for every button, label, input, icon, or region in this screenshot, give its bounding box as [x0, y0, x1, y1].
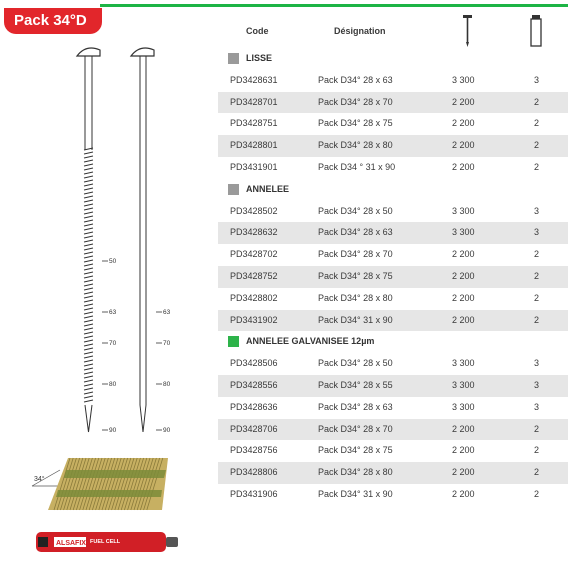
- cell-cells: 3: [534, 74, 540, 85]
- cell-designation: Pack D34° 28 x 75: [318, 445, 393, 456]
- cell-cells: 2: [534, 314, 540, 325]
- cell-code: PD3428751: [230, 118, 278, 129]
- cell-code: PD3428806: [230, 467, 278, 478]
- cell-code: PD3428502: [230, 205, 278, 216]
- cell-quantity: 2 200: [452, 96, 475, 107]
- cell-cells: 3: [534, 205, 540, 216]
- col-designation-header: Désignation: [334, 26, 386, 36]
- strip-angle-label: 34°: [34, 476, 45, 483]
- cell-cells: 2: [534, 488, 540, 499]
- mark-smooth-90: 90: [163, 427, 171, 434]
- table-row: [218, 70, 568, 92]
- group-label: LISSE: [246, 53, 273, 63]
- cell-quantity: 2 200: [452, 488, 475, 499]
- fuel-cell-icon: [36, 532, 178, 552]
- cell-cells: 2: [534, 161, 540, 172]
- cell-designation: Pack D34° 28 x 50: [318, 358, 393, 369]
- cell-designation: Pack D34° 28 x 55: [318, 379, 393, 390]
- cell-designation: Pack D34° 28 x 75: [318, 270, 393, 281]
- cell-code: PD3428701: [230, 96, 278, 107]
- table-row: [218, 244, 568, 266]
- cell-quantity: 2 200: [452, 161, 475, 172]
- cell-cells: 3: [534, 358, 540, 369]
- mark-smooth-70: 70: [163, 340, 171, 347]
- cell-designation: Pack D34° 31 x 90: [318, 488, 393, 499]
- table-row: [218, 157, 568, 179]
- mark-ringed-50: 50: [109, 258, 117, 265]
- cell-quantity: 2 200: [452, 314, 475, 325]
- table-row: [218, 353, 568, 375]
- cell-code: PD3431902: [230, 314, 278, 325]
- cell-code: PD3428756: [230, 445, 278, 456]
- cell-quantity: 2 200: [452, 140, 475, 151]
- group-label: ANNELEE GALVANISEE 12µm: [246, 336, 375, 347]
- cell-code: PD3428801: [230, 140, 278, 151]
- table-row: [218, 113, 568, 135]
- smooth-nail-icon: [131, 48, 154, 432]
- mark-ringed-70: 70: [109, 340, 117, 347]
- cell-quantity: 3 300: [452, 379, 475, 390]
- table-body: [218, 48, 568, 506]
- table-row: [218, 201, 568, 223]
- mark-ringed-90: 90: [109, 427, 117, 434]
- cell-code: PD3428706: [230, 423, 278, 434]
- nail-strip-icon: [32, 458, 168, 510]
- fuel-cell-text: FUEL CELL: [90, 539, 121, 545]
- cell-cells: 2: [534, 249, 540, 260]
- cell-cells: 2: [534, 270, 540, 281]
- cell-quantity: 3 300: [452, 358, 475, 369]
- cell-designation: Pack D34° 28 x 80: [318, 140, 393, 151]
- cell-code: PD3428636: [230, 401, 278, 412]
- group-color-square: [228, 336, 239, 347]
- cell-quantity: 3 300: [452, 401, 475, 412]
- cell-designation: Pack D34° 28 x 70: [318, 423, 393, 434]
- cell-cells: 2: [534, 96, 540, 107]
- cell-quantity: 2 200: [452, 249, 475, 260]
- cell-designation: Pack D34° 28 x 50: [318, 205, 393, 216]
- cell-cells: 2: [534, 467, 540, 478]
- cell-quantity: 3 300: [452, 74, 475, 85]
- cell-code: PD3428702: [230, 249, 278, 260]
- table-row: [218, 462, 568, 484]
- table-row: [218, 222, 568, 244]
- group-header: [218, 48, 568, 70]
- group-header: [218, 331, 568, 353]
- mark-ringed-63: 63: [109, 309, 117, 316]
- mark-smooth-63: 63: [163, 309, 171, 316]
- cell-designation: Pack D34° 28 x 63: [318, 401, 393, 412]
- cell-quantity: 2 200: [452, 118, 475, 129]
- header-accent-line: [100, 4, 568, 7]
- cell-code: PD3428506: [230, 358, 278, 369]
- cell-cells: 2: [534, 423, 540, 434]
- cell-code: PD3428631: [230, 74, 278, 85]
- col-code-header: Code: [246, 26, 269, 36]
- mark-ringed-80: 80: [109, 381, 117, 388]
- cell-quantity: 3 300: [452, 205, 475, 216]
- group-label: ANNELEE: [246, 183, 290, 194]
- table-row: [218, 92, 568, 114]
- cell-designation: Pack D34° 28 x 70: [318, 96, 393, 107]
- fuel-cell-brand: ALSAFIX: [56, 540, 86, 547]
- table-row: [218, 310, 568, 332]
- nail-length-icon: [458, 14, 478, 48]
- cell-designation: Pack D34° 28 x 63: [318, 74, 393, 85]
- cell-quantity: 2 200: [452, 445, 475, 456]
- cell-code: PD3428632: [230, 227, 278, 238]
- pack-badge: Pack 34°D: [4, 8, 102, 34]
- cell-code: PD3428802: [230, 292, 278, 303]
- group-color-square: [228, 184, 239, 195]
- cell-cells: 3: [534, 379, 540, 390]
- table-header: [218, 14, 568, 48]
- cell-cells: 2: [534, 292, 540, 303]
- table-row: [218, 375, 568, 397]
- cell-quantity: 2 200: [452, 292, 475, 303]
- cell-cells: 2: [534, 445, 540, 456]
- cell-quantity: 2 200: [452, 467, 475, 478]
- cell-code: PD3431906: [230, 488, 278, 499]
- cell-quantity: 2 200: [452, 423, 475, 434]
- mark-smooth-80: 80: [163, 381, 171, 388]
- table-row: [218, 135, 568, 157]
- cell-code: PD3428752: [230, 270, 278, 281]
- cell-cells: 3: [534, 401, 540, 412]
- group-color-square: [228, 53, 239, 64]
- cell-code: PD3428556: [230, 379, 278, 390]
- cell-designation: Pack D34° 28 x 75: [318, 118, 393, 129]
- cell-designation: Pack D34° 28 x 80: [318, 467, 393, 478]
- product-table: [218, 14, 568, 506]
- cell-code: PD3431901: [230, 161, 278, 172]
- cell-designation: Pack D34° 31 x 90: [318, 314, 393, 325]
- cell-designation: Pack D34° 28 x 70: [318, 249, 393, 260]
- table-row: [218, 266, 568, 288]
- table-row: [218, 484, 568, 506]
- cell-cells: 2: [534, 118, 540, 129]
- ringed-nail-icon: [77, 48, 100, 432]
- group-header: [218, 179, 568, 201]
- cell-quantity: 3 300: [452, 227, 475, 238]
- fuel-cell-header-icon: [528, 14, 544, 48]
- cell-quantity: 2 200: [452, 270, 475, 281]
- cell-designation: Pack D34 ° 31 x 90: [318, 161, 396, 172]
- cell-designation: Pack D34° 28 x 80: [318, 292, 393, 303]
- table-row: [218, 397, 568, 419]
- table-row: [218, 440, 568, 462]
- table-row: [218, 288, 568, 310]
- nails-illustration: [0, 36, 218, 564]
- table-row: [218, 419, 568, 441]
- cell-designation: Pack D34° 28 x 63: [318, 227, 393, 238]
- cell-cells: 3: [534, 227, 540, 238]
- cell-cells: 2: [534, 140, 540, 151]
